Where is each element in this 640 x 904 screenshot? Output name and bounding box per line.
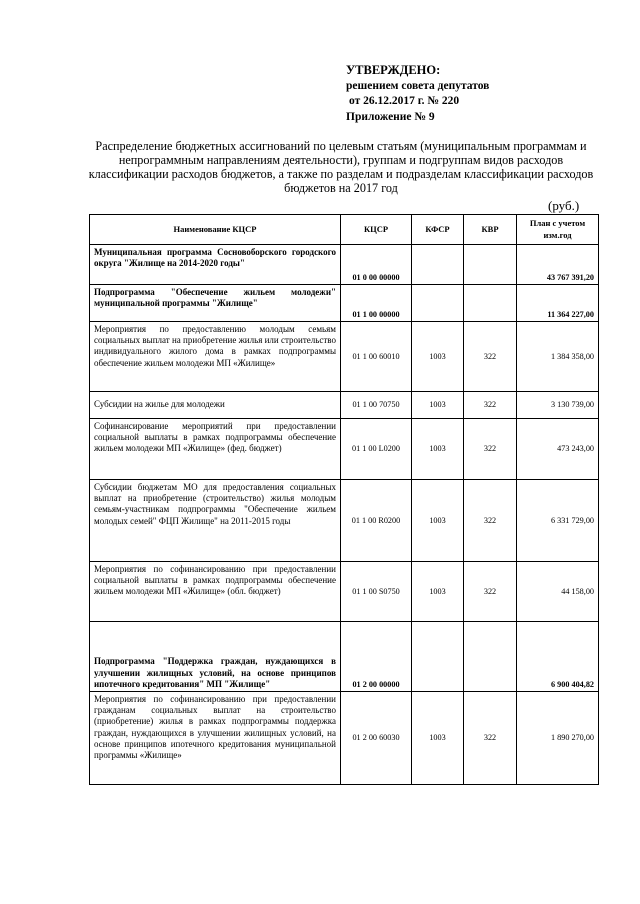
table-row xyxy=(90,392,599,419)
row-kfsr xyxy=(412,622,464,692)
row-name: Подпрограмма "Обеспечение жильем молодежи" муниципальной программы "Жилище" xyxy=(90,285,341,322)
row-kfsr: 1003 xyxy=(412,392,464,419)
row-kcsr: 01 1 00 S0750 xyxy=(341,562,412,622)
row-kfsr: 1003 xyxy=(412,562,464,622)
table-row xyxy=(90,692,599,785)
approval-stamp xyxy=(346,63,489,125)
row-kfsr xyxy=(412,245,464,285)
table-row xyxy=(90,285,599,322)
header-kfsr: КФСР xyxy=(412,215,464,245)
row-kvr xyxy=(464,622,517,692)
row-name: Субсидии бюджетам МО для предоставления социальных выплат на приобретение (строительство) жилья молодым семьям-участникам подпрограммы "Обеспечение жильем молодых семей" ФЦП Жилище" на 2011-2015 годы xyxy=(90,480,341,562)
header-kvr: КВР xyxy=(464,215,517,245)
row-kvr: 322 xyxy=(464,562,517,622)
row-plan: 1 890 270,00 xyxy=(517,692,599,785)
row-kvr: 322 xyxy=(464,322,517,392)
header-name: Наименование КЦСР xyxy=(90,215,341,245)
row-kfsr: 1003 xyxy=(412,419,464,480)
header-plan: План с учетом изм.год xyxy=(517,215,599,245)
row-plan: 473 243,00 xyxy=(517,419,599,480)
row-kcsr: 01 1 00 R0200 xyxy=(341,480,412,562)
row-kvr: 322 xyxy=(464,480,517,562)
approval-title: УТВЕРЖДЕНО: xyxy=(346,63,441,77)
row-plan: 6 900 404,82 xyxy=(517,622,599,692)
row-kfsr: 1003 xyxy=(412,692,464,785)
table-row xyxy=(90,622,599,692)
row-kfsr: 1003 xyxy=(412,480,464,562)
row-kfsr: 1003 xyxy=(412,322,464,392)
table-header-row xyxy=(90,215,599,245)
row-name: Мероприятия по предоставлению молодым семьям социальных выплат на приобретение жилья или строительство индивидуального жилого дома в рамках подпрограммы обеспечение жильем молодежи МП «Жилище» xyxy=(90,322,341,392)
header-kcsr: КЦСР xyxy=(341,215,412,245)
row-kcsr: 01 1 00 60010 xyxy=(341,322,412,392)
row-plan: 43 767 391,20 xyxy=(517,245,599,285)
row-plan: 6 331 729,00 xyxy=(517,480,599,562)
row-name: Мероприятия по софинансированию при предоставлении социальной выплаты в рамках подпрограммы обеспечение жильем молодежи МП «Жилище» (обл. бюджет) xyxy=(90,562,341,622)
document-caption: Распределение бюджетных ассигнований по целевым статьям (муниципальным программам и непрограммным направлениям деятельности), группам и подгруппам видов расходов классификации расходов бюджетов, а также по разделам и подразделам классификации расходов бюджетов на 2017 год xyxy=(88,139,594,195)
row-name: Муниципальная программа Сосновоборского городского округа "Жилище на 2014-2020 годы" xyxy=(90,245,341,285)
row-plan: 44 158,00 xyxy=(517,562,599,622)
row-kfsr xyxy=(412,285,464,322)
row-plan: 1 384 358,00 xyxy=(517,322,599,392)
row-kcsr: 01 1 00 00000 xyxy=(341,285,412,322)
currency-unit: (руб.) xyxy=(548,198,580,213)
approval-date: от 26.12.2017 г. № 220 xyxy=(349,95,460,107)
row-kvr xyxy=(464,245,517,285)
approval-decision: решением совета депутатов xyxy=(346,79,490,92)
table-row xyxy=(90,562,599,622)
row-kcsr: 01 0 00 00000 xyxy=(341,245,412,285)
budget-table xyxy=(89,214,599,785)
table-row xyxy=(90,419,599,480)
table-row xyxy=(90,480,599,562)
row-name: Мероприятия по софинансированию при предоставлении гражданам социальных выплат на строительство (приобретение) жилья в рамках подпрограммы поддержка граждан, нуждающихся в улучшении жилищных условий, на основе принципов ипотечного кредитования муниципальной программы «Жилище» xyxy=(90,692,341,785)
row-name: Подпрограмма "Поддержка граждан, нуждающихся в улучшении жилищных условий, на основе принципов ипотечного кредитования" МП "Жилище" xyxy=(90,622,341,692)
row-kcsr: 01 1 00 70750 xyxy=(341,392,412,419)
row-name: Софинансирование мероприятий при предоставлении социальной выплаты в рамках подпрограммы обеспечение жильем молодежи МП «Жилище» (фед. бюджет) xyxy=(90,419,341,480)
row-kcsr: 01 1 00 L0200 xyxy=(341,419,412,480)
row-kcsr: 01 2 00 60030 xyxy=(341,692,412,785)
row-kvr: 322 xyxy=(464,419,517,480)
row-plan: 3 130 739,00 xyxy=(517,392,599,419)
row-kvr xyxy=(464,285,517,322)
table-row xyxy=(90,322,599,392)
appendix-number: Приложение № 9 xyxy=(346,110,435,123)
row-name: Субсидии на жилье для молодежи xyxy=(90,392,341,419)
row-kvr: 322 xyxy=(464,392,517,419)
row-plan: 11 364 227,00 xyxy=(517,285,599,322)
table-row xyxy=(90,245,599,285)
row-kvr: 322 xyxy=(464,692,517,785)
row-kcsr: 01 2 00 00000 xyxy=(341,622,412,692)
